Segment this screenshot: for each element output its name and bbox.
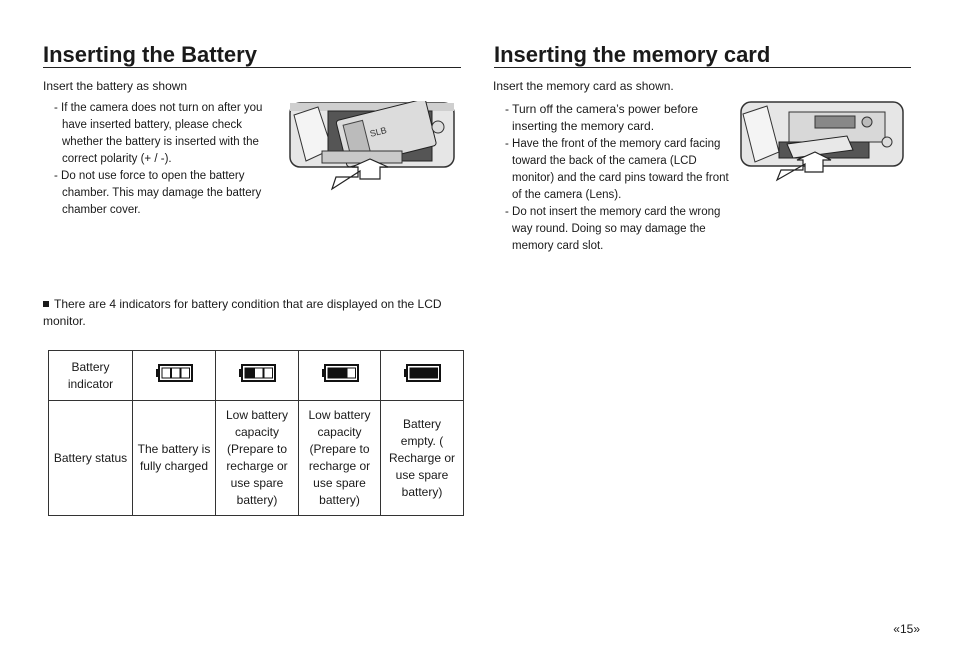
indicator-cell bbox=[381, 351, 464, 401]
memory-note bbox=[505, 204, 731, 255]
battery-note-text: - If the camera does not turn on after you have inserted battery, please check whether the battery is inserted with the correct polarity (+ / -). bbox=[54, 102, 263, 165]
memory-note-text: - Do not insert the memory card the wrong way round. Doing so may damage the memory card slot. bbox=[505, 206, 721, 252]
memory-intro: Insert the memory card as shown. bbox=[493, 79, 674, 93]
battery-note bbox=[54, 168, 276, 219]
status-cell: Low battery capacity (Prepare to recharge or use spare battery) bbox=[299, 401, 381, 516]
battery-intro: Insert the battery as shown bbox=[43, 79, 188, 93]
memory-note-text: - Have the front of the memory card facing toward the back of the camera (LCD monitor) and the card pins toward the front of the camera (Lens). bbox=[505, 138, 729, 201]
memory-card-insertion-illustration bbox=[739, 100, 905, 184]
indicator-note bbox=[43, 296, 463, 330]
battery-note bbox=[54, 100, 276, 168]
status-cell: Low battery capacity (Prepare to recharge or use spare battery) bbox=[216, 401, 299, 516]
memory-note bbox=[505, 136, 731, 204]
battery-full-icon bbox=[155, 363, 193, 383]
status-cell: The battery is fully charged bbox=[133, 401, 216, 516]
indicator-header-cell: Battery indicator bbox=[49, 351, 133, 401]
indicator-cell bbox=[216, 351, 299, 401]
title-rule bbox=[43, 67, 461, 68]
indicator-cell bbox=[299, 351, 381, 401]
battery-medium-icon bbox=[238, 363, 276, 383]
bullet-square-icon bbox=[43, 301, 49, 307]
page-number: «15» bbox=[893, 622, 920, 636]
status-row bbox=[49, 401, 464, 516]
status-cell: Battery empty. ( Recharge or use spare battery) bbox=[381, 401, 464, 516]
indicator-note-text: There are 4 indicators for battery condition that are displayed on the LCD monitor. bbox=[43, 297, 442, 328]
battery-low-icon bbox=[321, 363, 359, 383]
memory-note bbox=[505, 101, 727, 135]
memory-note-text: - Turn off the camera’s power before inserting the memory card. bbox=[505, 102, 698, 133]
battery-note-text: - Do not use force to open the battery chamber. This may damage the battery chamber cover. bbox=[54, 170, 262, 216]
indicator-row bbox=[49, 351, 464, 401]
title-rule bbox=[494, 67, 911, 68]
status-header-cell: Battery status bbox=[49, 401, 133, 516]
indicator-cell bbox=[133, 351, 216, 401]
battery-indicator-table bbox=[48, 350, 464, 516]
memory-section-title: Inserting the memory card bbox=[494, 42, 771, 67]
battery-section-title: Inserting the Battery bbox=[43, 42, 257, 67]
svg-text:SLB: SLB bbox=[368, 124, 388, 139]
battery-empty-icon bbox=[403, 363, 441, 383]
battery-insertion-illustration bbox=[288, 101, 456, 197]
